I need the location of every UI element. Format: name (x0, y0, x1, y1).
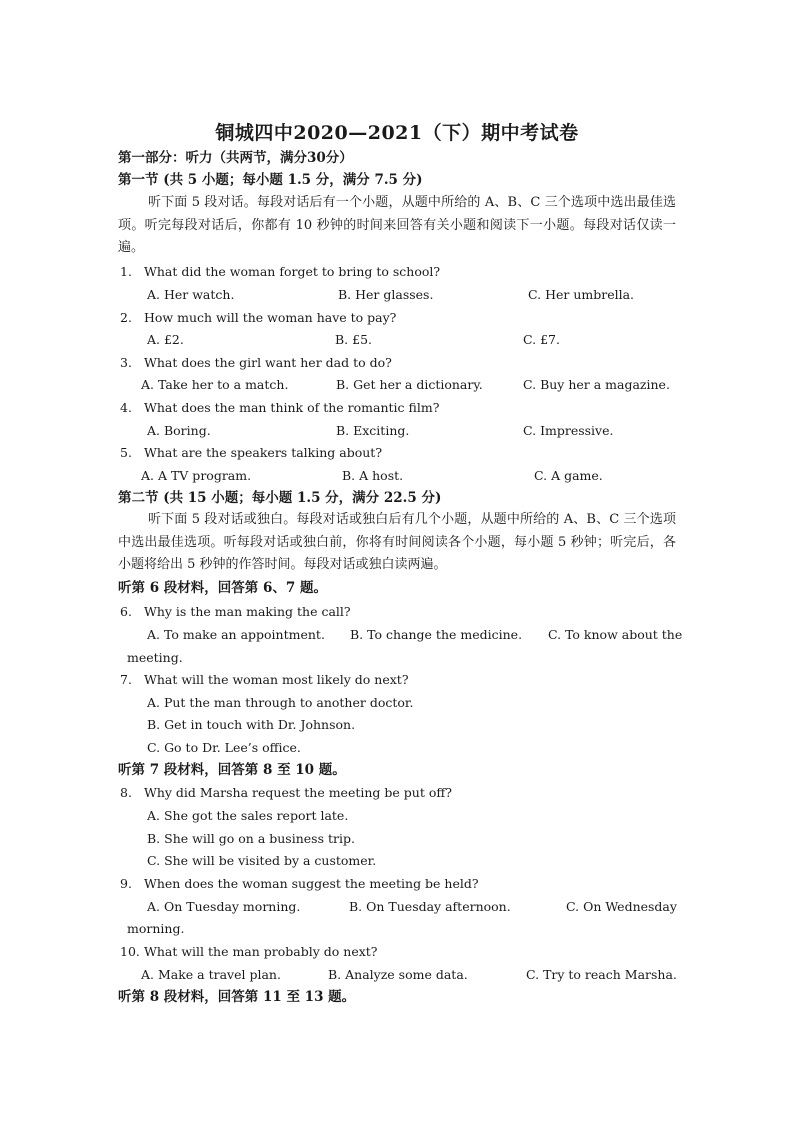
section1-instructions: 听下面 5 段对话。每段对话后有一个小题，从题中所给的 A、B、C 三个选项中选出最佳选项。听完每段对话后，你都有 10 秒钟的时间来回答有关小题和阅读下一小题。每段对话仅读一遍。 (118, 195, 676, 256)
section1-heading: 第一节 (共 5 小题；每小题 1.5 分，满分 7.5 分) (118, 172, 423, 188)
section2-heading: 第二节 (共 15 小题；每小题 1.5 分，满分 22.5 分) (118, 490, 442, 506)
part1-heading: 第一部分：听力（共两节，满分30分） (118, 150, 353, 166)
question-8: 8. Why did Marsha request the meeting be put off? (120, 785, 452, 800)
q3-option-a: A. Take her to a match. (141, 377, 289, 392)
question-7: 7. What will the woman most likely do next? (120, 672, 409, 687)
q8-option-c: C. She will be visited by a customer. (147, 853, 377, 868)
exam-title: 铜城四中2020—2021（下）期中考试卷 (215, 122, 579, 144)
q1-option-c: C. Her umbrella. (528, 287, 635, 302)
section2-instructions: 听下面 5 段对话或独白。每段对话或独白后有几个小题，从题中所给的 A、B、C 三个选项中选出最佳选项。听每段对话或独白前，你将有时间阅读各个小题，每小题 5 秒钟；听完后，各小题将给出 5 秒钟的作答时间。每段对话或独白读两遍。 (118, 512, 676, 573)
question-5: 5. What are the speakers talking about? (120, 445, 383, 460)
question-4: 4. What does the man think of the romantic film? (120, 400, 440, 415)
q6-option-a: A. To make an appointment. (147, 627, 325, 642)
q2-option-c: C. £7. (523, 332, 560, 347)
q2-option-a: A. £2. (147, 332, 184, 347)
q2-option-b: B. £5. (335, 332, 373, 347)
material-8-heading: 听第 8 段材料，回答第 11 至 13 题。 (118, 989, 356, 1005)
question-6: 6. Why is the man making the call? (120, 604, 351, 619)
question-3: 3. What does the girl want her dad to do? (120, 355, 392, 370)
question-10: 10. What will the man probably do next? (120, 944, 378, 959)
q6-option-c: C. To know about the (548, 627, 683, 642)
q8-option-a: A. She got the sales report late. (147, 808, 349, 823)
q9-option-c-continued: morning. (127, 921, 185, 936)
q10-option-a: A. Make a travel plan. (141, 967, 281, 982)
q4-option-c: C. Impressive. (523, 423, 614, 438)
question-2: 2. How much will the woman have to pay? (120, 310, 397, 325)
q4-option-b: B. Exciting. (336, 423, 410, 438)
q8-option-b: B. She will go on a business trip. (147, 831, 355, 846)
q10-option-c: C. Try to reach Marsha. (526, 967, 677, 982)
q5-option-a: A. A TV program. (141, 468, 252, 483)
q5-option-c: C. A game. (534, 468, 603, 483)
q4-option-a: A. Boring. (147, 423, 211, 438)
q6-option-c-continued: meeting. (127, 650, 183, 665)
question-9: 9. When does the woman suggest the meeting be held? (120, 876, 479, 891)
q3-option-c: C. Buy her a magazine. (523, 377, 670, 392)
q9-option-c: C. On Wednesday (566, 899, 677, 914)
q6-option-b: B. To change the medicine. (350, 627, 523, 642)
q9-option-a: A. On Tuesday morning. (147, 899, 301, 914)
q7-option-c: C. Go to Dr. Lee’s office. (147, 740, 301, 755)
q7-option-a: A. Put the man through to another doctor. (147, 695, 414, 710)
q5-option-b: B. A host. (342, 468, 404, 483)
material-7-heading: 听第 7 段材料，回答第 8 至 10 题。 (118, 762, 346, 778)
q1-option-b: B. Her glasses. (338, 287, 434, 302)
material-6-heading: 听第 6 段材料，回答第 6、7 题。 (118, 580, 327, 596)
q1-option-a: A. Her watch. (147, 287, 235, 302)
q10-option-b: B. Analyze some data. (328, 967, 468, 982)
q7-option-b: B. Get in touch with Dr. Johnson. (147, 717, 356, 732)
q9-option-b: B. On Tuesday afternoon. (349, 899, 511, 914)
q3-option-b: B. Get her a dictionary. (336, 377, 483, 392)
question-1: 1. What did the woman forget to bring to school? (120, 264, 441, 279)
